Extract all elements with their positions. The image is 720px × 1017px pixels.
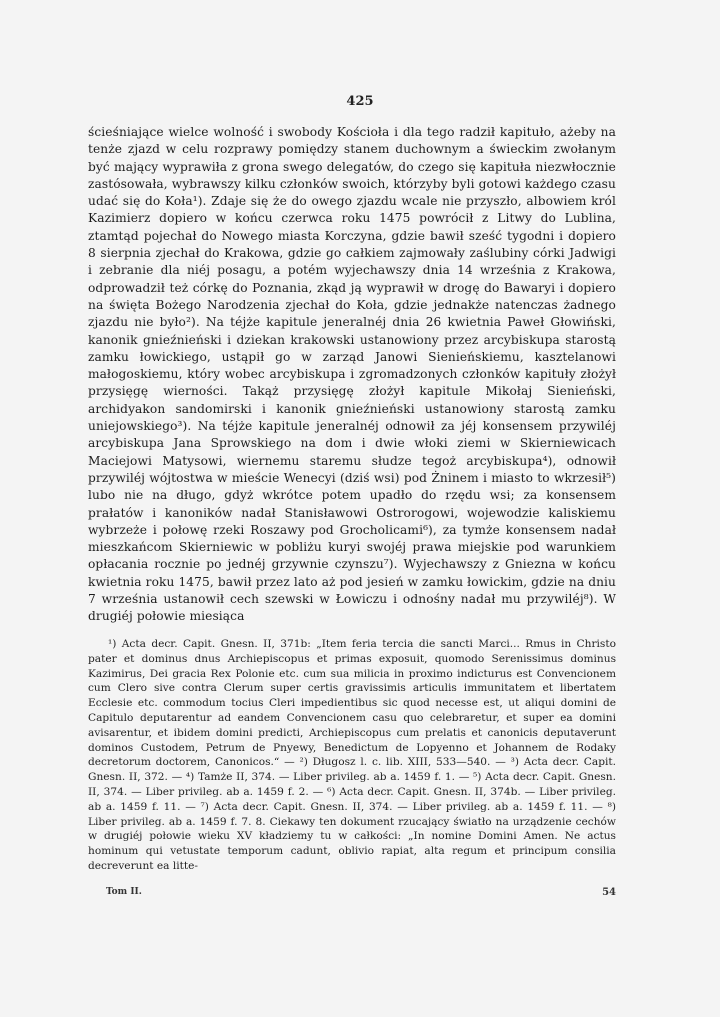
footnote-block: ¹) Acta decr. Capit. Gnesn. II, 371b: „Item feria tercia die sancti Marci... Rmus in Christo pater et dominus dnus Archiepiscopus et primas exposuit, quomodo Serenissimus dominus Kazimirus, Dei gracia Rex Polonie etc. cum sua milicia in proximo indicturus est Convencionem cum Clero sive contra Clerum super certis gravissimis articulis immunitatem et libertatem Ecclesie etc. commodum tocius Cleri impedientibus sic quod necesse est, ut aliqui domini de Capitulo deputarentur ad eandem Convencionem casu quo celebraretur, et super ea domini avisarentur, et ibidem domini predicti, Archiepiscopus cum prelatis et canonicis deputaverunt dominos Custodem, Petrum de Pnyewy, Benedictum de Lopyenno et Johannem de Rodaky decretorum doctorem, Canonicos.“ — ²) Długosz l. c. lib. XIII, 533—540. — ³) Acta decr. Capit. Gnesn. II, 372. — ⁴) Tamże II, 374. — Liber privileg. ab a. 1459 f. 1. — ⁵) Acta decr. Capit. Gnesn. II, 374. — Liber privileg. ab a. 1459 f. 2. — ⁶) Acta decr. Capit. Gnesn. II, 374b. — Liber privileg. ab a. 1459 f. 11. — ⁷) Acta decr. Capit. Gnesn. II, 374. — Liber privileg. ab a. 1459 f. 11. — ⁸) Liber privileg. ab a. 1459 f. 7. 8. Ciekawy ten dokument rzucający światło na urządzenie cechów w drugiéj połowie wieku XV kładziemy tu w całkości: „In nomine Domini Amen. Ne actus hominum qui vetustate temporum cadunt, oblivio rapiat, alta regum et principum consilia decreverunt ea litte- (88, 638, 616, 872)
page-number: 425 (346, 94, 374, 109)
volume-signature: Tom II. (106, 887, 142, 897)
main-paragraph: ścieśniające wielce wolność i swobody Kościoła i dla tego radził kapituło, ażeby na tenże zjazd w celu rozprawy pomiędzy stanem duchownym a świeckim zwołanym być mający wyprawiła z grona swego delegatów, do czego się kapituła niezwłocznie zastósowała, wybrawszy kilku członków swoich, którzyby byli gotowi każdego czasu udać się do Koła¹). Zdaje się że do owego zjazdu wcale nie przyszło, albowiem król Kazimierz dopiero w końcu czerwca roku 1475 powrócił z Litwy do Lublina, ztamtąd pojechał do Nowego miasta Korczyna, gdzie bawił sześć tygodni i dopiero 8 sierpnia zjechał do Krakowa, gdzie go całkiem zajmowały zaślubiny córki Jadwigi i zebranie dla niéj posagu, a potém wyjechawszy dnia 14 września z Krakowa, odprowadził też córkę do Poznania, zkąd ją wyprawił w drogę do Bawaryi i dopiero na święta Bożego Narodzenia zjechał do Koła, gdzie jednakże natenczas żadnego zjazdu nie było²). Na téjże kapitule jeneralnéj dnia 26 kwietnia Paweł Głowiński, kanonik gnieźnieński i dziekan krakowski ustanowiony przez arcybiskupa starostą zamku łowickiego, ustąpił go w zarząd Janowi Sienieńskiemu, kasztelanowi małogoskiemu, który wobec arcybiskupa i zgromadzonych członków kapituły złożył przysięgę wierności. Takąż przysięgę złożył kapitule Mikołaj Sienieński, archidyakon sandomirski i kanonik gnieźnieński ustanowiony starostą zamku uniejowskiego³). Na téjże kapitule jeneralnéj odnowił za jéj konsensem przywiléj arcybiskupa Jana Sprowskiego na dom i dwie włoki ziemi w Skierniewicach Maciejowi Matysowi, wiernemu staremu słudze tegoż arcybiskupa⁴), odnowił przywiléj wójtostwa w mieście Wenecyi (dziś wsi) pod Żninem i miasto to wkrzesił⁵) lubo nie na długo, gdyż wkrótce potem upadło do rzędu wsi; za konsensem prałatów i kanoników nadał Stanisławowi Ostrorogowi, wojewodzie kaliskiemu wybrzeże i połowę rzeki Roszawy pod Grocholicami⁶), za tymże konsensem nadał mieszkańcom Skierniewic w pobliżu kuryi swojéj prawa miejskie pod warunkiem opłacania rocznie po jednéj grzywnie czynszu⁷). Wyjechawszy z Gniezna w końcu kwietnia roku 1475, bawił przez lato aż pod jesień w zamku łowickim, gdzie na dniu 7 września ustanowił cech szewski w Łowiczu i odnośny nadał mu przywiléj⁸). W drugiéj połowie miesiąca (88, 125, 616, 624)
main-text (88, 124, 616, 626)
sheet-signature: 54 (602, 887, 616, 898)
footnotes (88, 637, 616, 874)
